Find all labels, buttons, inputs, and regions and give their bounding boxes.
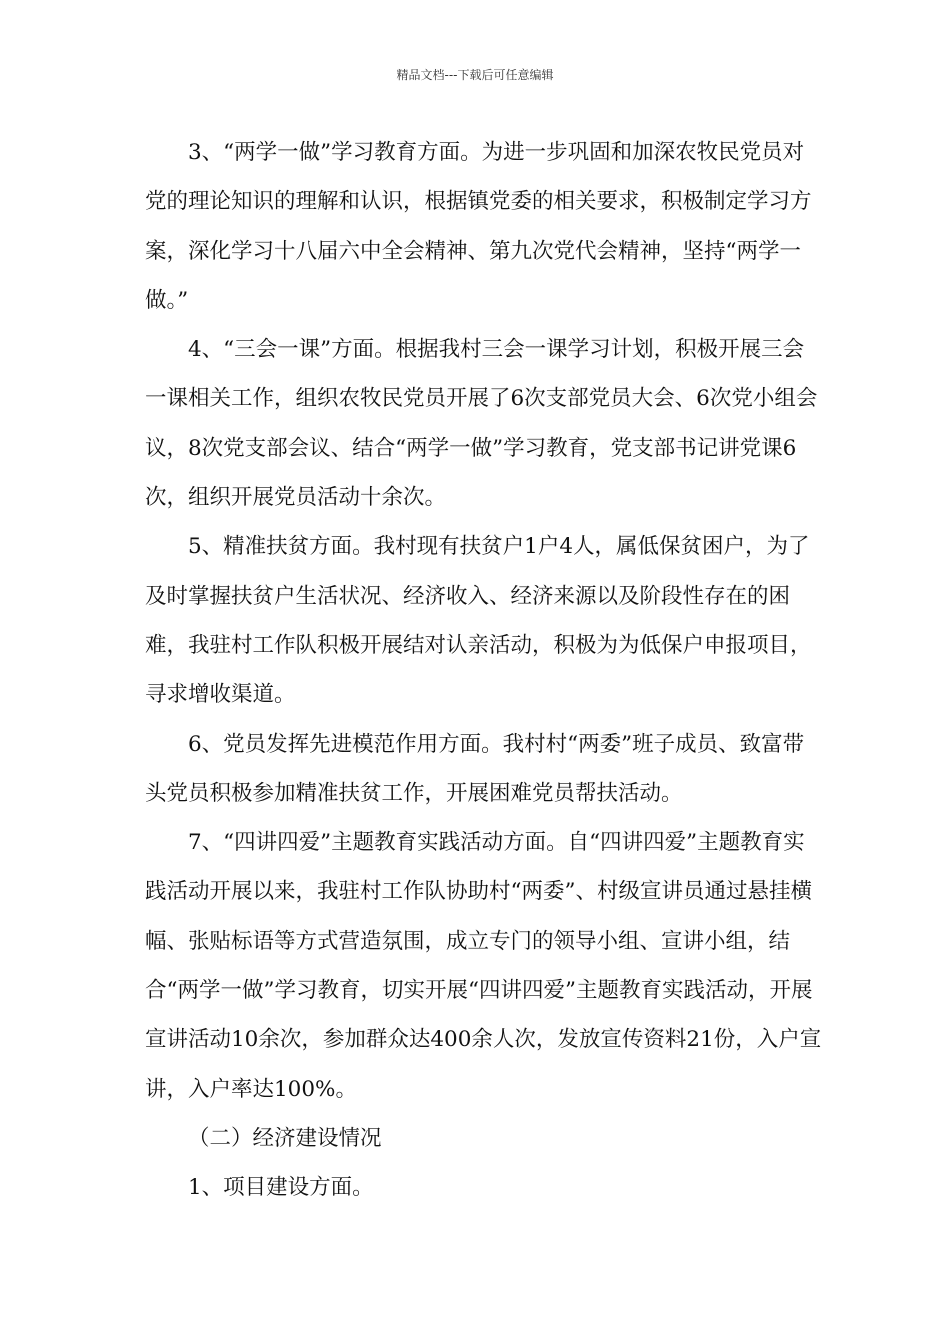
document-body (145, 128, 825, 1213)
paragraph-poverty-alleviation: 5、精准扶贫方面。我村现有扶贫户1户4人，属低保贫困户，为了及时掌握扶贫户生活状况、经济收入、经济来源以及阶段性存在的困难，我驻村工作队积极开展结对认亲活动，积极为为低保户申报项目，寻求增收渠道。 (145, 534, 812, 708)
paragraph-party-members-role: 6、党员发挥先进模范作用方面。我村村“两委”班子成员、致富带头党员积极参加精准扶贫工作，开展困难党员帮扶活动。 (145, 731, 805, 806)
paragraph-party-study: 3、“两学一做”学习教育方面。为进一步巩固和加深农牧民党员对党的理论知识的理解和认识，根据镇党委的相关要求，积极制定学习方案，深化学习十八届六中全会精神、第九次党代会精神，坚持“两学一做。” (145, 140, 812, 313)
paragraph-projects: 1、项目建设方面。 (188, 1175, 374, 1201)
paragraph-four-talks: 7、“四讲四爱”主题教育实践活动方面。自“四讲四爱”主题教育实践活动开展以来，我驻村工作队协助村“两委”、村级宣讲员通过悬挂横幅、张贴标语等方式营造氛围，成立专门的领导小组、宣讲小组，结合“两学一做”学习教育，切实开展“四讲四爱”主题教育实践活动，开展宣讲活动10余次，参加群众达400余人次，发放宣传资料21份，入户宣讲，入户率达100%。 (145, 830, 822, 1102)
section-heading-economy: （二）经济建设情况 (188, 1125, 382, 1151)
paragraph-three-meetings: 4、“三会一课”方面。根据我村三会一课学习计划，积极开展三会一课相关工作，组织农牧民党员开展了6次支部党员大会、6次党小组会议，8次党支部会议、结合“两学一做”学习教育，党支部书记讲党课6次，组织开展党员活动十余次。 (145, 337, 818, 511)
page-header: 精品文档---下载后可任意编辑 (396, 68, 554, 82)
